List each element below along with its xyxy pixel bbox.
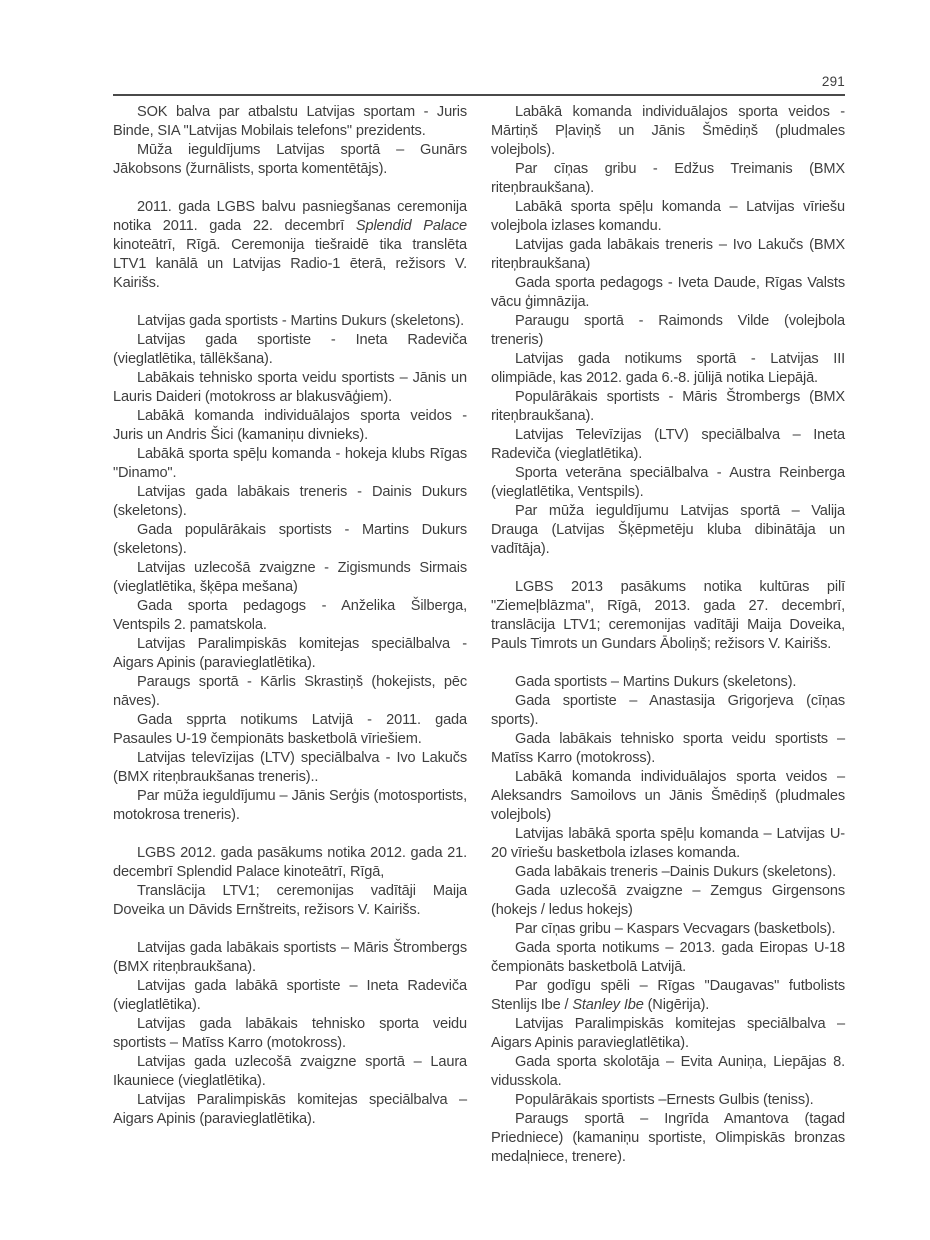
text-run: Latvijas gada labākais treneris – Ivo Lakučs (BMX riteņbraukšana): [491, 237, 845, 272]
text-run: Par cīņas gribu - Edžus Treimanis (BMX riteņbraukšana).: [491, 161, 845, 196]
text-run: Labākā komanda individuālajos sporta veidos - Juris un Andris Šici (kamaniņu divnieks).: [113, 408, 467, 443]
page-number: 291: [821, 74, 845, 89]
text-run: Gada sportists – Martins Dukurs (skeletons).: [515, 674, 797, 690]
text-run: Latvijas gada labākā sportiste – Ineta Radeviča (vieglatlētika).: [113, 978, 467, 1013]
award-entry: [113, 977, 467, 1015]
text-run: kinoteātrī, Rīgā. Ceremonija tiešraidē tika translēta LTV1 kanālā un Latvijas Radio-1 ēterā, režisors V. Kairišs.: [113, 237, 467, 291]
award-entry: [491, 198, 845, 236]
text-run: Latvijas Televīzijas (LTV) speciālbalva – Ineta Radeviča (vieglatlētika).: [491, 427, 845, 462]
text-run: Par godīgu spēli – Rīgas "Daugavas" futbolists Stenlijs Ibe /: [491, 978, 845, 1013]
award-entry: [113, 141, 467, 179]
text-run: Latvijas Paralimpiskās komitejas speciālbalva - Aigars Apinis (paravieglatlētika).: [113, 636, 467, 671]
award-entry: [113, 312, 467, 331]
award-entry: [113, 369, 467, 407]
text-run: Latvijas gada sportists - Martins Dukurs (skeletons).: [137, 313, 465, 329]
two-column-text-block: [113, 103, 845, 1167]
award-entry: [491, 863, 845, 882]
award-entry: [491, 103, 845, 160]
award-entry: [113, 882, 467, 920]
text-run: Populārākais sportists –Ernests Gulbis (teniss).: [515, 1092, 814, 1108]
award-entry: [113, 1015, 467, 1053]
italic-text-run: Splendid Palace: [355, 218, 467, 234]
award-entry: [491, 426, 845, 464]
text-run: Latvijas Paralimpiskās komitejas speciālbalva – Aigars Apinis paravieglatlētika).: [491, 1016, 845, 1051]
award-entry: [113, 445, 467, 483]
text-run: Translācija LTV1; ceremonijas vadītāji Maija Doveika un Dāvids Ernštreits, režisors V. Kairišs.: [113, 883, 467, 918]
text-run: Latvijas televīzijas (LTV) speciālbalva - Ivo Lakučs (BMX riteņbraukšanas treneris)..: [113, 750, 467, 785]
award-entry: [491, 1091, 845, 1110]
award-entry: [491, 388, 845, 426]
award-entry: [113, 939, 467, 977]
award-entry: [491, 1053, 845, 1091]
award-entry: [491, 464, 845, 502]
award-entry: [491, 730, 845, 768]
text-run: Latvijas labākā sporta spēļu komanda – Latvijas U-20 vīriešu basketbola izlases komanda.: [491, 826, 845, 861]
award-entry: [491, 939, 845, 977]
award-entry: [113, 559, 467, 597]
award-entry: [113, 1091, 467, 1129]
award-entry: [491, 502, 845, 559]
text-run: Latvijas gada uzlecošā zvaigzne sportā – Laura Ikauniece (vieglatlētika).: [113, 1054, 467, 1089]
text-run: Gada spprta notikums Latvijā - 2011. gada Pasaules U-19 čempionāts basketbolā vīriešiem.: [113, 712, 467, 747]
text-run: Paraugu sportā - Raimonds Vilde (volejbola treneris): [491, 313, 845, 348]
award-entry: [491, 673, 845, 692]
award-entry: [113, 844, 467, 882]
text-run: Latvijas gada labākais treneris - Dainis Dukurs (skeletons).: [113, 484, 467, 519]
award-entry: [113, 521, 467, 559]
award-entry: [113, 711, 467, 749]
text-run: 2011. gada LGBS balvu pasniegšanas ceremonija notika 2011. gada 22. decembrī: [113, 199, 467, 234]
award-entry: [491, 1015, 845, 1053]
text-run: Gada sporta skolotāja – Evita Auniņa, Liepājas 8. vidusskola.: [491, 1054, 845, 1089]
text-run: Latvijas Paralimpiskās komitejas speciālbalva – Aigars Apinis (paravieglatlētika).: [113, 1092, 467, 1127]
text-run: LGBS 2012. gada pasākums notika 2012. gada 21. decembrī Splendid Palace kinoteātrī, Rīgā,: [113, 845, 467, 880]
award-entry: [113, 1053, 467, 1091]
text-run: Gada uzlecošā zvaigzne – Zemgus Girgensons (hokejs / ledus hokejs): [491, 883, 845, 918]
award-entry: [491, 160, 845, 198]
award-entry: [491, 578, 845, 654]
header-rule: [113, 94, 845, 96]
award-entry: [491, 768, 845, 825]
text-run: Latvijas uzlecošā zvaigzne - Zigismunds Sirmais (vieglatlētika, šķēpa mešana): [113, 560, 467, 595]
text-run: Labākais tehnisko sporta veidu sportists – Jānis un Lauris Daideri (motokross ar blakusvāģiem).: [113, 370, 467, 405]
award-entry: [491, 236, 845, 274]
award-entry: [113, 749, 467, 787]
text-run: Labākā komanda individuālajos sporta veidos - Mārtiņš Pļaviņš un Jānis Šmēdiņš (pludmales volejbols).: [491, 104, 845, 158]
award-entry: [113, 331, 467, 369]
award-entry: [491, 977, 845, 1015]
italic-text-run: Stanley Ibe: [572, 997, 644, 1013]
text-run: Gada labākais tehnisko sporta veidu sportists – Matīss Karro (motokross).: [491, 731, 845, 766]
award-entry: [113, 483, 467, 521]
text-run: Par mūža ieguldījumu Latvijas sportā – Valija Drauga (Latvijas Šķēpmetēju kluba dibinātāja un vadītāja).: [491, 503, 845, 557]
text-run: Par cīņas gribu – Kaspars Vecvagars (basketbols).: [515, 921, 836, 937]
text-run: Paraugs sportā - Kārlis Skrastiņš (hokejists, pēc nāves).: [113, 674, 467, 709]
text-run: Sporta veterāna speciālbalva - Austra Reinberga (vieglatlētika, Ventspils).: [491, 465, 845, 500]
award-entry: [491, 692, 845, 730]
text-run: Populārākais sportists - Māris Štrombergs (BMX riteņbraukšana).: [491, 389, 845, 424]
text-column-left: [113, 103, 467, 1167]
text-run: (Nigērija).: [643, 997, 710, 1013]
award-entry: [113, 198, 467, 293]
award-entry: [491, 1110, 845, 1167]
award-entry: [113, 597, 467, 635]
text-run: Labākā komanda individuālajos sporta veidos – Aleksandrs Samoilovs un Jānis Šmēdiņš (pludmales volejbols): [491, 769, 845, 823]
text-run: Mūža ieguldījums Latvijas sportā – Gunārs Jākobsons (žurnālists, sporta komentētājs).: [113, 142, 467, 177]
text-run: Gada sporta pedagogs - Anželika Šilberga, Ventspils 2. pamatskola.: [113, 598, 467, 633]
award-entry: [491, 312, 845, 350]
award-entry: [491, 274, 845, 312]
text-run: Gada sportiste – Anastasija Grigorjeva (cīņas sports).: [491, 693, 845, 728]
award-entry: [491, 882, 845, 920]
award-entry: [113, 787, 467, 825]
text-run: SOK balva par atbalstu Latvijas sportam - Juris Binde, SIA "Latvijas Mobilais telefons" prezidents.: [113, 104, 467, 139]
award-entry: [113, 635, 467, 673]
award-entry: [113, 673, 467, 711]
text-run: Labākā sporta spēļu komanda - hokeja klubs Rīgas "Dinamo".: [113, 446, 467, 481]
award-entry: [113, 407, 467, 445]
text-run: LGBS 2013 pasākums notika kultūras pilī "Ziemeļblāzma", Rīgā, 2013. gada 27. decembrī, translācija LTV1; ceremonijas vadītāji Maija Doveika, Pauls Timrots un Gundars Āboliņš; režisors V. Kairišs.: [491, 579, 845, 652]
award-entry: [491, 350, 845, 388]
text-run: Paraugs sportā – Ingrīda Amantova (tagad Priedniece) (kamaniņu sportiste, Olimpiskās bronzas medaļniece, trenere).: [491, 1111, 845, 1165]
text-run: Latvijas gada notikums sportā - Latvijas III olimpiāde, kas 2012. gada 6.-8. jūlijā notika Liepājā.: [491, 351, 845, 386]
text-run: Latvijas gada labākais sportists – Māris Štrombergs (BMX riteņbraukšana).: [113, 940, 467, 975]
text-run: Par mūža ieguldījumu – Jānis Serģis (motosportists, motokrosa treneris).: [113, 788, 467, 823]
text-run: Latvijas gada labākais tehnisko sporta veidu sportists – Matīss Karro (motokross).: [113, 1016, 467, 1051]
award-entry: [491, 825, 845, 863]
text-run: Latvijas gada sportiste - Ineta Radeviča (vieglatlētika, tāllēkšana).: [113, 332, 467, 367]
text-run: Gada populārākais sportists - Martins Dukurs (skeletons).: [113, 522, 467, 557]
text-run: Labākā sporta spēļu komanda – Latvijas vīriešu volejbola izlases komandu.: [491, 199, 845, 234]
text-run: Gada labākais treneris –Dainis Dukurs (skeletons).: [515, 864, 837, 880]
text-run: Gada sporta pedagogs - Iveta Daude, Rīgas Valsts vācu ģimnāzija.: [491, 275, 845, 310]
text-column-right: [491, 103, 845, 1167]
award-entry: [491, 920, 845, 939]
text-run: Gada sporta notikums – 2013. gada Eiropas U-18 čempionāts basketbolā Latvijā.: [491, 940, 845, 975]
award-entry: [113, 103, 467, 141]
